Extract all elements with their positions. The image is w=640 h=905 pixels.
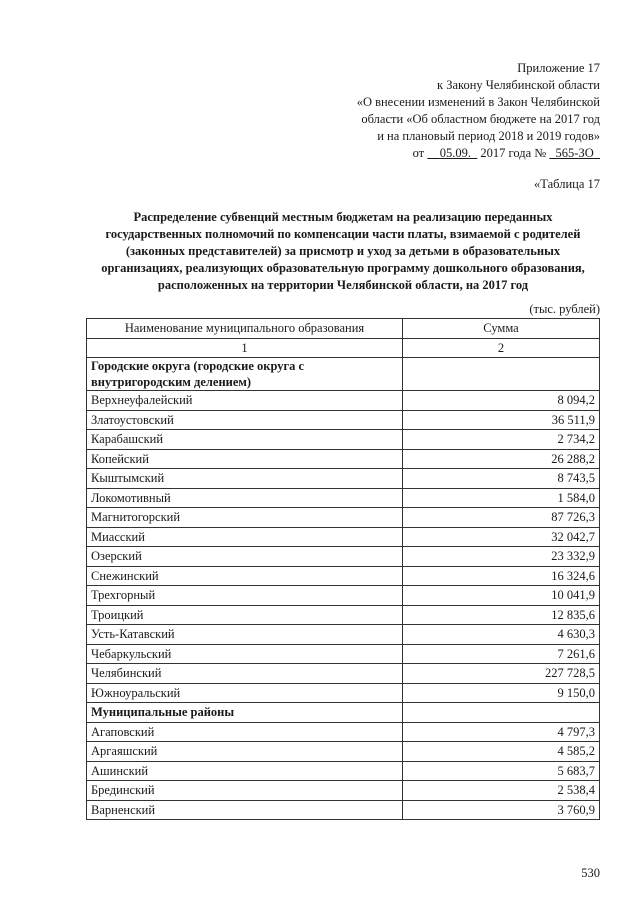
table-row	[87, 527, 600, 547]
table-row	[87, 625, 600, 645]
law-title-line3: и на плановый период 2018 и 2019 годов»	[377, 129, 600, 143]
table-row	[87, 722, 600, 742]
subvention-amount: 9 150,0	[403, 683, 600, 703]
law-date: 05.09.	[439, 146, 471, 160]
municipality-name: Усть-Катавский	[87, 625, 403, 645]
table-row	[87, 469, 600, 489]
subvention-amount: 12 835,6	[403, 605, 600, 625]
municipality-name: Миасский	[87, 527, 403, 547]
municipality-name: Снежинский	[87, 566, 403, 586]
column-index-1: 1	[87, 338, 403, 358]
municipality-name: Трехгорный	[87, 586, 403, 606]
table-row	[87, 410, 600, 430]
date-prefix: от	[412, 146, 425, 160]
table-header-row	[87, 319, 600, 339]
subvention-amount: 1 584,0	[403, 488, 600, 508]
table-index-row	[87, 338, 600, 358]
table-row	[87, 391, 600, 411]
column-index-2: 2	[403, 338, 600, 358]
section-name: Городские округа (городские округа с внутригородским делением)	[87, 358, 403, 391]
subvention-amount: 2 538,4	[403, 781, 600, 801]
year-label: 2017 года №	[480, 146, 547, 160]
municipality-name: Агаповский	[87, 722, 403, 742]
municipality-name: Ашинский	[87, 761, 403, 781]
municipality-name: Брединский	[87, 781, 403, 801]
subvention-amount: 87 726,3	[403, 508, 600, 528]
table-row	[87, 508, 600, 528]
law-reference: к Закону Челябинской области	[437, 78, 600, 92]
table-row	[87, 449, 600, 469]
table-body	[87, 358, 600, 820]
table-row	[87, 488, 600, 508]
law-date-line	[280, 145, 600, 162]
municipality-name: Чебаркульский	[87, 644, 403, 664]
municipality-name: Челябинский	[87, 664, 403, 684]
municipality-name: Локомотивный	[87, 488, 403, 508]
subvention-amount: 3 760,9	[403, 800, 600, 820]
subvention-amount: 26 288,2	[403, 449, 600, 469]
table-row	[87, 683, 600, 703]
table-row	[87, 664, 600, 684]
table-row	[87, 566, 600, 586]
table-reference: «Таблица 17	[534, 177, 600, 191]
subvention-amount: 16 324,6	[403, 566, 600, 586]
section-row	[87, 358, 600, 391]
appendix-number: Приложение 17	[517, 61, 600, 75]
table-row	[87, 605, 600, 625]
law-number: 565-ЗО	[555, 146, 594, 160]
subvention-amount: 227 728,5	[403, 664, 600, 684]
municipality-name: Троицкий	[87, 605, 403, 625]
municipality-name: Кыштымский	[87, 469, 403, 489]
subvention-amount: 2 734,2	[403, 430, 600, 450]
appendix-header	[280, 60, 600, 162]
page-number: 530	[581, 866, 600, 880]
column-header-name: Наименование муниципального образования	[87, 319, 403, 339]
section-row	[87, 703, 600, 723]
municipality-name: Варненский	[87, 800, 403, 820]
subvention-table	[86, 318, 600, 820]
table-row	[87, 586, 600, 606]
subvention-amount: 4 585,2	[403, 742, 600, 762]
subvention-amount: 32 042,7	[403, 527, 600, 547]
subvention-amount: 7 261,6	[403, 644, 600, 664]
table-row	[87, 644, 600, 664]
subvention-amount: 10 041,9	[403, 586, 600, 606]
municipality-name: Аргаяшский	[87, 742, 403, 762]
subvention-amount: 23 332,9	[403, 547, 600, 567]
table-row	[87, 800, 600, 820]
municipality-name: Магнитогорский	[87, 508, 403, 528]
table-row	[87, 761, 600, 781]
law-title-line2: области «Об областном бюджете на 2017 год	[361, 112, 600, 126]
subvention-amount: 4 630,3	[403, 625, 600, 645]
municipality-name: Златоустовский	[87, 410, 403, 430]
column-header-sum: Сумма	[403, 319, 600, 339]
units-label: (тыс. рублей)	[529, 302, 600, 316]
subvention-amount: 4 797,3	[403, 722, 600, 742]
subvention-amount: 5 683,7	[403, 761, 600, 781]
section-sum	[403, 703, 600, 723]
subvention-amount: 8 743,5	[403, 469, 600, 489]
document-title: Распределение субвенций местным бюджетам на реализацию переданных государственных полномочий по компенсации части платы, взимаемой с родителей (законных представителей) за присмотр и уход за детьми в образовательных организациях, реализующих образовательную программу дошкольного образования, расположенных на территории Челябинской области, на 2017 год	[101, 210, 585, 292]
section-sum	[403, 358, 600, 391]
table-row	[87, 430, 600, 450]
law-title-line1: «О внесении изменений в Закон Челябинской	[356, 95, 600, 109]
table-row	[87, 547, 600, 567]
section-name: Муниципальные районы	[87, 703, 403, 723]
municipality-name: Копейский	[87, 449, 403, 469]
municipality-name: Верхнеуфалейский	[87, 391, 403, 411]
subvention-amount: 8 094,2	[403, 391, 600, 411]
municipality-name: Южноуральский	[87, 683, 403, 703]
table-row	[87, 742, 600, 762]
municipality-name: Карабашский	[87, 430, 403, 450]
municipality-name: Озерский	[87, 547, 403, 567]
table-row	[87, 781, 600, 801]
subvention-amount: 36 511,9	[403, 410, 600, 430]
